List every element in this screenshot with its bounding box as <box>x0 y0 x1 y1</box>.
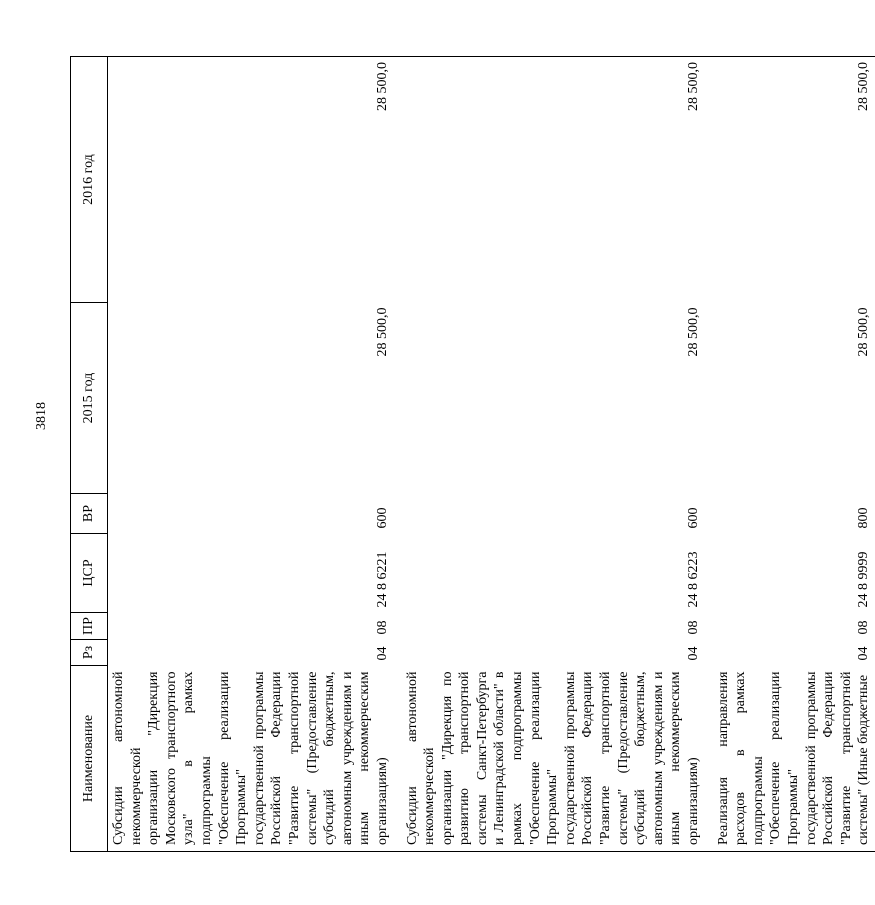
row-2015: 28 500,0 <box>856 307 872 357</box>
header-pr: ПР <box>71 613 108 640</box>
table-row <box>705 57 875 852</box>
table-body <box>108 57 875 852</box>
header-rz: Рз <box>71 640 108 666</box>
header-vr: ВР <box>71 494 108 534</box>
row-pr: 08 <box>374 620 390 635</box>
row-name: Субсидии автономной некоммерческой организации "Дирекция Московского транспортного узла" в рамках подпрограммы "Обеспечение реализации Программы" государственной программы Российской Федерации "Развитие транспортной системы" (Предоставление субсидий бюджетным, автономным учреждениям и иным некоммерческим организациям) <box>108 666 394 852</box>
table-header <box>71 57 108 852</box>
header-2015: 2015 год <box>71 303 108 494</box>
header-csr: ЦСР <box>71 534 108 613</box>
row-vr: 600 <box>686 507 701 529</box>
row-2016: 28 500,0 <box>394 57 705 303</box>
row-name: Субсидии автономной некоммерческой организации "Дирекция по развитию транспортной системы Санкт-Петербурга и Ленинградской области" в рамках подпрограммы "Обеспечение реализации Программы" государственной программы Российской Федерации "Развитие транспортной системы" (Предоставление субсидий бюджетным, автономным учреждениям и иным некоммерческим организациям) <box>394 666 705 852</box>
table-row <box>394 57 705 852</box>
row-pr: 08 <box>856 620 872 635</box>
budget-table <box>70 56 875 852</box>
row-csr: 24 8 9999 <box>856 551 872 608</box>
row-csr: 24 8 6221 <box>374 551 390 608</box>
row-rz: 04 <box>856 646 872 661</box>
page-number: 3818 <box>34 402 49 430</box>
row-2015: 28 500,0 <box>686 307 701 357</box>
row-name: Реализация направления расходов в рамках подпрограммы "Обеспечение реализации Программы" государственной программы Российской Федерации "Развитие транспортной системы" (Иные бюджетные <box>705 666 875 852</box>
row-pr: 08 <box>686 620 701 635</box>
header-name: Наименование <box>71 666 108 852</box>
header-2016: 2016 год <box>71 57 108 303</box>
row-csr: 24 8 6223 <box>686 551 701 608</box>
table-row <box>108 57 394 852</box>
row-2016: 28 500,0 <box>108 57 394 303</box>
rotated-page <box>70 57 872 852</box>
row-vr: 800 <box>856 507 872 529</box>
row-2016: 28 500,0 <box>705 57 875 303</box>
row-rz: 04 <box>374 646 390 661</box>
row-vr: 600 <box>374 507 390 529</box>
row-2015: 28 500,0 <box>374 307 390 357</box>
row-rz: 04 <box>686 646 701 661</box>
